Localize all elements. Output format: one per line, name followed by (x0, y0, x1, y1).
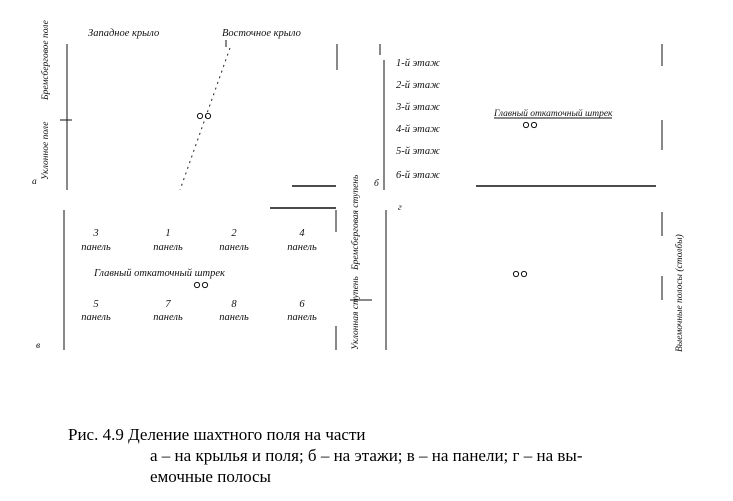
label-uklon-field: Уклонное поле (41, 121, 51, 180)
label-floor-1: 1-й этаж (396, 58, 440, 69)
panel-1-number: 1 (165, 228, 171, 239)
label-uklon-step: Уклонная ступень (351, 276, 361, 350)
shaft-symbol-c (194, 282, 207, 287)
panel-6-label: панель (287, 312, 317, 323)
label-east-wing: Восточное крыло (222, 28, 301, 39)
panel-5-label: панель (81, 312, 111, 323)
panel-b (374, 44, 662, 190)
label-floor-2: 2-й этаж (396, 80, 440, 91)
label-floor-6: 6-й этаж (396, 170, 440, 181)
label-floor-4: 4-й этаж (396, 124, 440, 135)
panel-6-number: 6 (299, 299, 305, 310)
panel-4-label: панель (287, 242, 317, 253)
panel-2-label: панель (219, 242, 249, 253)
shaft-symbol-a (197, 113, 210, 118)
label-letter-d: г (398, 203, 402, 213)
panel-c (36, 208, 336, 351)
wing-divider-line (180, 48, 230, 190)
label-extraction-strips: Выемочные полосы (столбы) (675, 234, 685, 352)
label-bremsberg-step: Бремсберговая ступень (351, 174, 361, 270)
panel-8-label: панель (219, 312, 249, 323)
label-letter-a: а (32, 177, 37, 187)
panel-2-number: 2 (231, 228, 237, 239)
panel-4-number: 4 (299, 228, 305, 239)
label-floor-3: 3-й этаж (396, 102, 440, 113)
label-main-drift-c: Главный откаточный штрек (94, 268, 225, 279)
label-letter-c: в (36, 341, 41, 351)
label-main-drift-b: Главный откаточный штрек (494, 109, 613, 119)
shaft-symbol-d (513, 271, 526, 276)
label-west-wing: Западное крыло (88, 28, 160, 39)
panel-7-label: панель (153, 312, 183, 323)
panel-5-number: 5 (93, 299, 99, 310)
label-floor-5: 5-й этаж (396, 146, 440, 157)
figure-caption-title: Рис. 4.9 Деление шахтного поля на части (68, 425, 366, 444)
figure-caption-line2: а – на крылья и поля; б – на этажи; в – на панели; г – на вы- (150, 446, 583, 465)
figure-caption-line3: емочные полосы (150, 467, 271, 486)
panel-3-number: 3 (93, 228, 99, 239)
label-bremsberg-field: Бремсберговое поле (41, 20, 51, 100)
panel-1-label: панель (153, 242, 183, 253)
panel-3-label: панель (81, 242, 111, 253)
panel-d (350, 174, 685, 352)
shaft-symbol-b (523, 122, 536, 127)
panel-8-number: 8 (231, 299, 237, 310)
panel-7-number: 7 (165, 299, 171, 310)
panel-a (32, 20, 337, 190)
label-letter-b: б (374, 179, 379, 189)
